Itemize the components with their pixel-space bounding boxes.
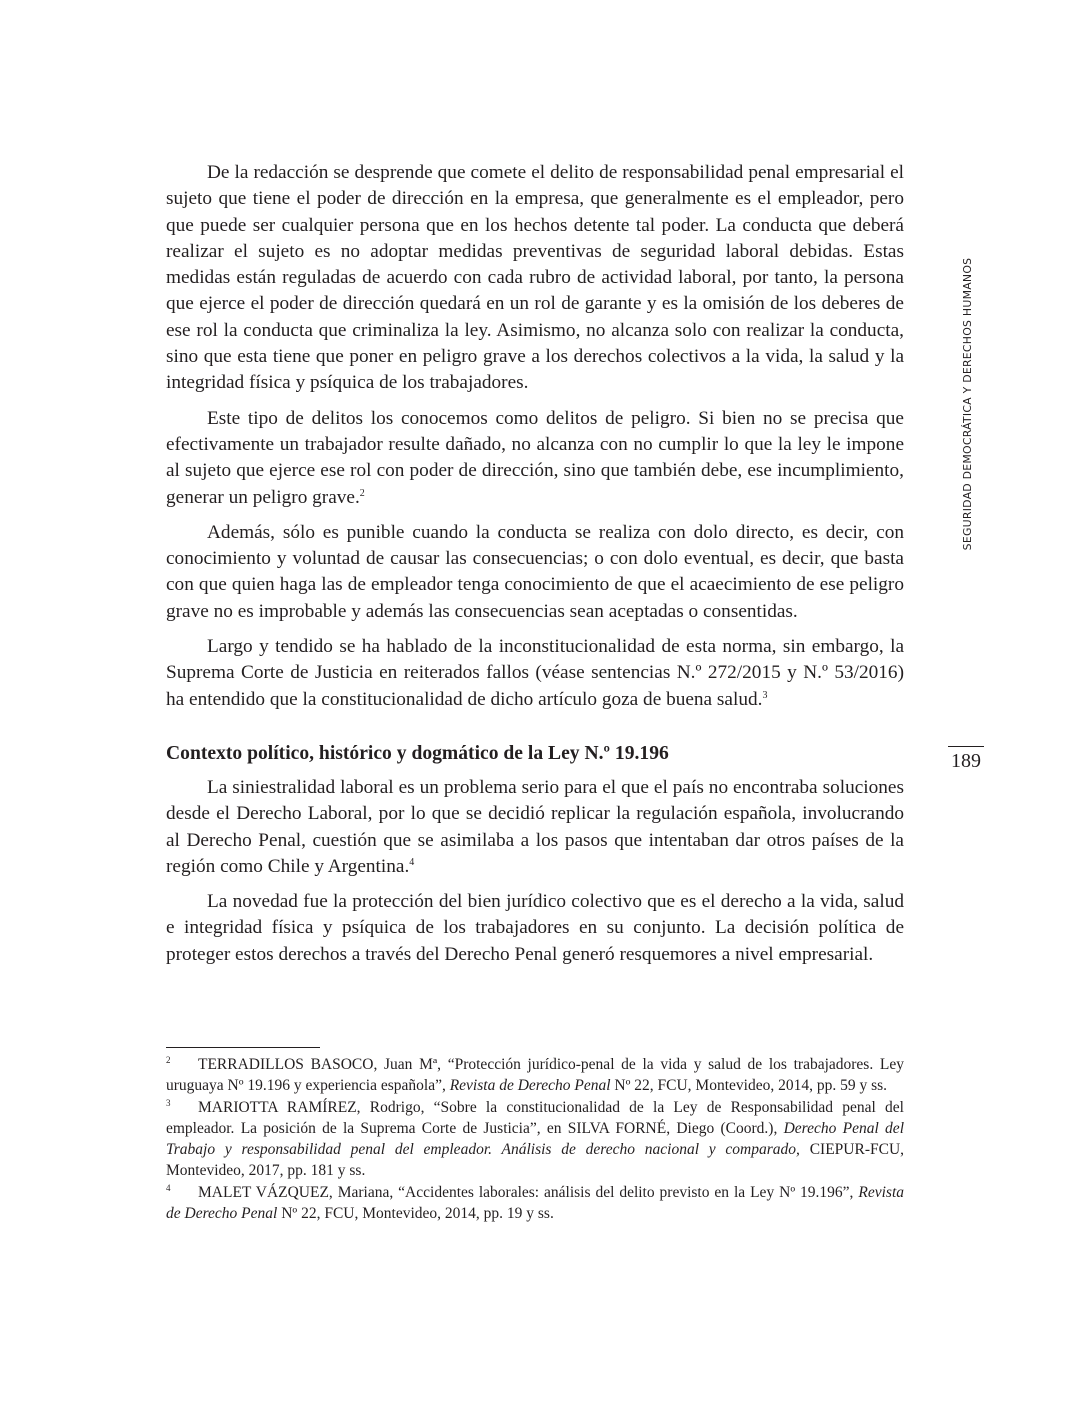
footnote-ref[interactable]: 4	[409, 856, 415, 868]
paragraph: Este tipo de delitos los conocemos como delitos de peligro. Si bien no se precisa que efectivamente un trabajador resulte dañado, no alcanza con no cumplir lo que la ley le impone al sujeto que ejerce ese rol con poder de dirección, sino que también debe, ese incumplimiento, generar un peligro grave.$^2$	[166, 407, 904, 508]
footnote-italic: Revista de Derecho Penal	[449, 1077, 611, 1095]
body-text	[166, 160, 904, 977]
footnote: 3 MARIOTTA RAMÍREZ, Rodrigo, “Sobre la constitucionalidad de la Ley de Responsabilidad penal del empleador. La posición de la Suprema Corte de Justicia”, en SILVA FORNÉ, Diego (Coord.), Derecho Penal del Trabajo y responsabilidad penal del empleador. Análisis de derecho nacional y comparado, CIEPUR-FCU, Montevideo, 2017, pp. 181 y ss.	[166, 1097, 904, 1182]
page-number-rule	[948, 746, 984, 747]
footnote: 4 MALET VÁZQUEZ, Mariana, “Accidentes laborales: análisis del delito previsto en la Ley Nº 19.196”, Revista de Derecho Penal Nº 22, FCU, Montevideo, 2014, pp. 19 y ss.	[166, 1182, 904, 1225]
footnote-separator	[166, 1047, 320, 1048]
footnote: 2 TERRADILLOS BASOCO, Juan Mª, “Protección jurídico-penal de la vida y salud de los trabajadores. Ley uruguaya Nº 19.196 y experiencia española”, Revista de Derecho Penal Nº 22, FCU, Montevideo, 2014, pp. 59 y ss.	[166, 1054, 904, 1097]
paragraph: La siniestralidad laboral es un problema serio para el que el país no encontraba soluciones desde el Derecho Laboral, por lo que se decidió replicar la regulación española, involucrando al Derecho Penal, cuestión que se asimilaba a los pasos que intentaban dar otros países de la región como Chile y Argentina.$^4$	[166, 776, 904, 877]
paragraph: La novedad fue la protección del bien jurídico colectivo que es el derecho a la vida, salud e integridad física y psíquica de los trabajadores en su conjunto. La decisión política de proteger estos derechos a través del Derecho Penal generó resquemores a nivel empresarial.	[166, 891, 904, 965]
footnote-number: 2	[166, 1055, 171, 1065]
paragraph: Largo y tendido se ha hablado de la inconstitucionalidad de esta norma, sin embargo, la Suprema Corte de Justicia en reiterados fallos (véase sentencias N.º 272/2015 y N.º 53/2016) ha entendido que la constitucionalidad de dicho artículo goza de buena salud.$^3$	[166, 636, 904, 710]
footnote-italic: Revista de Derecho Penal	[166, 1183, 904, 1223]
footnote-number: 4	[166, 1182, 171, 1193]
paragraph: Además, sólo es punible cuando la conducta se realiza con dolo directo, es decir, con conocimiento y voluntad de causar las consecuencias; o con dolo eventual, es decir, que basta con que quien haga las de empleador tenga conocimiento de que el acaecimiento de ese peligro grave no es improbable y además las consecuencias sean aceptadas o consentidas.	[166, 521, 904, 622]
footnote-number: 3	[166, 1097, 171, 1108]
footnotes	[166, 1054, 904, 1224]
paragraph: De la redacción se desprende que comete el delito de responsabilidad penal empresarial el sujeto que tiene el poder de dirección en la empresa, que generalmente es el empleador, pero que puede ser cualquier persona que en los hechos detente tal poder. La conducta que deberá realizar el sujeto es no adoptar medidas preventivas de seguridad laboral debidas. Estas medidas están reguladas de acuerdo con cada rubro de actividad laboral, por tanto, la persona que ejerce el poder de dirección quedará en un rol de garante y es la omisión de los deberes de ese rol la conducta que criminaliza la ley. Asimismo, no alcanza solo con realizar la conducta, sino que esta tiene que poner en peligro grave a los derechos colectivos a la vida, la salud y la integridad física y psíquica de los trabajadores.	[166, 162, 904, 394]
footnote-italic: Derecho Penal del Trabajo y responsabilidad penal del empleador. Análisis de derecho nacional y comparado,	[166, 1119, 904, 1159]
footnote-ref[interactable]: 3	[762, 689, 768, 701]
section-heading: Contexto político, histórico y dogmático de la Ley N.º 19.196	[166, 742, 669, 764]
running-head: SEGURIDAD DEMOCRÁTICA Y DERECHOS HUMANOS	[961, 257, 974, 551]
footnote-ref[interactable]: 2	[359, 487, 365, 499]
page-number: 189	[951, 750, 981, 772]
